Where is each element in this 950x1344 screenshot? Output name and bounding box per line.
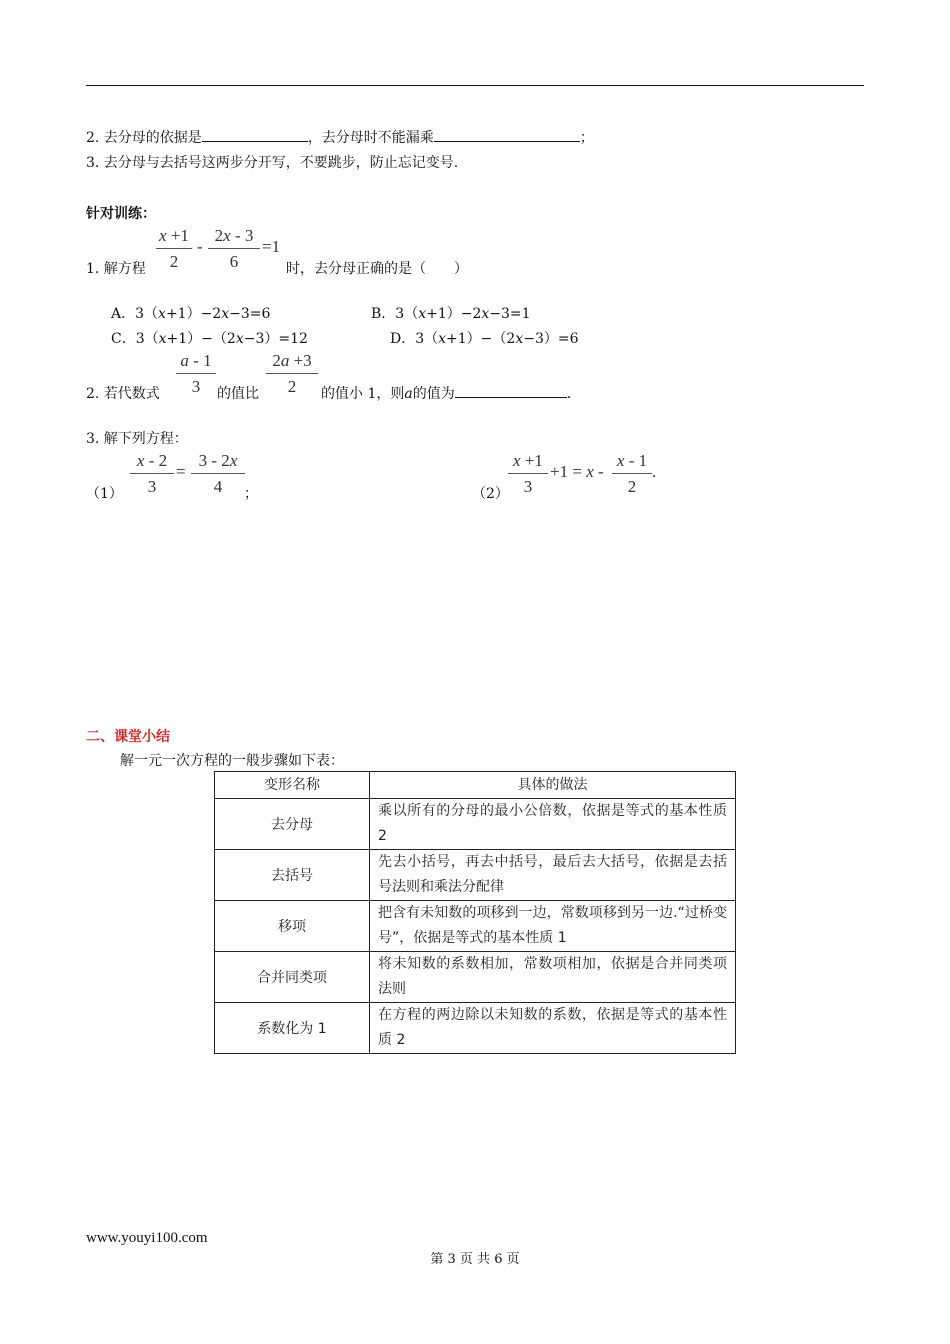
note-2-text-c: ； <box>579 130 594 146</box>
table-row <box>215 1003 736 1054</box>
q2-frac1-denominator: 3 <box>191 377 201 396</box>
q3-p2-frac2-numerator: x - 1 <box>616 451 648 470</box>
column-header-method: 具体的做法 <box>370 772 736 799</box>
note-item-2 <box>86 127 594 147</box>
q2-suffix-a: 的值小 1，则 <box>321 386 405 402</box>
q1-option-c[interactable]: C．3（x+1）−（2x−3）=12 <box>111 331 308 347</box>
note-2-text-a: 2. 去分母的依据是 <box>86 130 202 146</box>
q3-p2-frac2-denominator: 2 <box>627 477 637 496</box>
q1-frac1-numerator: x +1 <box>159 226 189 245</box>
q3-title: 3. 解下列方程： <box>86 431 188 447</box>
q1-fraction-1 <box>156 227 192 271</box>
q3-p1-frac1-denominator: 3 <box>147 477 157 496</box>
q2-end: . <box>566 386 572 402</box>
q1-prefix: 1. 解方程 <box>86 261 146 277</box>
q1-frac1-denominator: 2 <box>169 252 179 271</box>
fill-blank[interactable] <box>202 127 308 142</box>
table-row <box>215 799 736 850</box>
note-2-text-b: ，去分母时不能漏乘 <box>307 130 434 146</box>
fill-blank[interactable] <box>434 127 580 142</box>
q2-suffix-b: 的值为 <box>412 386 455 402</box>
q3-p2-fraction-2 <box>612 452 652 496</box>
q1-option-a[interactable]: A．3（x+1）−2x−3=6 <box>111 306 271 322</box>
q2-suffix <box>321 383 571 403</box>
table-header-row <box>215 772 736 799</box>
q3-part2-label: （2） <box>472 486 509 502</box>
step-desc: 先去小括号，再去中括号，最后去大括号，依据是去括号法则和乘法分配律 <box>370 850 736 901</box>
steps-table <box>214 771 736 1054</box>
training-heading: 针对训练： <box>86 206 156 222</box>
fraction-bar <box>266 373 318 374</box>
q2-variable: a <box>404 386 413 402</box>
q3-p1-fraction-1 <box>130 452 174 496</box>
q3-p2-frac1-numerator: x +1 <box>513 451 543 470</box>
table-row <box>215 952 736 1003</box>
column-header-name: 变形名称 <box>215 772 370 799</box>
step-desc: 将未知数的系数相加，常数项相加，依据是合并同类项法则 <box>370 952 736 1003</box>
q3-p1-frac2-denominator: 4 <box>213 477 223 496</box>
step-name: 合并同类项 <box>215 952 370 1003</box>
footer-page-number: 第 3 页 共 6 页 <box>430 1252 520 1267</box>
fraction-bar <box>176 373 216 374</box>
q1-minus: - <box>197 237 203 256</box>
q1-suffix: 时，去分母正确的是（ ） <box>286 261 468 277</box>
q1-fraction-2 <box>208 227 260 271</box>
fraction-bar <box>208 248 260 249</box>
q3-p2-frac1-denominator: 3 <box>523 477 533 496</box>
fraction-bar <box>508 473 548 474</box>
q2-frac2-denominator: 2 <box>287 377 297 396</box>
q1-option-b[interactable]: B．3（x+1）−2x−3=1 <box>371 306 531 322</box>
q2-frac1-numerator: a - 1 <box>180 351 212 370</box>
fraction-bar <box>156 248 192 249</box>
step-desc: 乘以所有的分母的最小公倍数，依据是等式的基本性质 2 <box>370 799 736 850</box>
fraction-bar <box>191 473 245 474</box>
step-name: 去分母 <box>215 799 370 850</box>
q3-p1-frac1-numerator: x - 2 <box>136 451 168 470</box>
note-item-3: 3. 去分母与去括号这两步分开写，不要跳步，防止忘记变号. <box>86 155 459 171</box>
q2-fraction-2 <box>266 352 318 396</box>
step-name: 去括号 <box>215 850 370 901</box>
summary-heading: 二、课堂小结 <box>86 729 170 745</box>
table-row <box>215 901 736 952</box>
q1-rhs: =1 <box>262 237 281 256</box>
q3-p1-end: ； <box>244 486 258 502</box>
table-row <box>215 850 736 901</box>
q3-p1-equals: = <box>176 462 186 481</box>
q3-p1-fraction-2 <box>191 452 245 496</box>
q3-p2-fraction-1 <box>508 452 548 496</box>
q1-option-d[interactable]: D．3（x+1）−（2x−3）=6 <box>390 331 579 347</box>
fraction-bar <box>612 473 652 474</box>
q1-frac2-denominator: 6 <box>229 252 239 271</box>
header-rule <box>86 85 864 86</box>
q2-prefix: 2. 若代数式 <box>86 386 160 402</box>
q3-p2-end: . <box>652 462 657 481</box>
step-name: 系数化为 1 <box>215 1003 370 1054</box>
q2-frac2-numerator: 2a +3 <box>272 351 312 370</box>
q1-frac2-numerator: 2x - 3 <box>214 226 254 245</box>
step-desc: 在方程的两边除以未知数的系数，依据是等式的基本性质 2 <box>370 1003 736 1054</box>
q2-mid: 的值比 <box>217 386 259 402</box>
summary-intro: 解一元一次方程的一般步骤如下表： <box>120 753 344 769</box>
footer-site-link[interactable]: www.youyi100.com <box>86 1230 208 1246</box>
q2-fraction-1 <box>176 352 216 396</box>
step-desc: 把含有未知数的项移到一边，常数项移到另一边.“过桥变号”，依据是等式的基本性质 1 <box>370 901 736 952</box>
q3-p1-frac2-numerator: 3 - 2x <box>198 451 238 470</box>
fill-blank[interactable] <box>455 383 567 398</box>
step-name: 移项 <box>215 901 370 952</box>
fraction-bar <box>130 473 174 474</box>
q3-part1-label: （1） <box>86 486 123 502</box>
q3-p2-middle: +1 = x - <box>550 462 604 481</box>
